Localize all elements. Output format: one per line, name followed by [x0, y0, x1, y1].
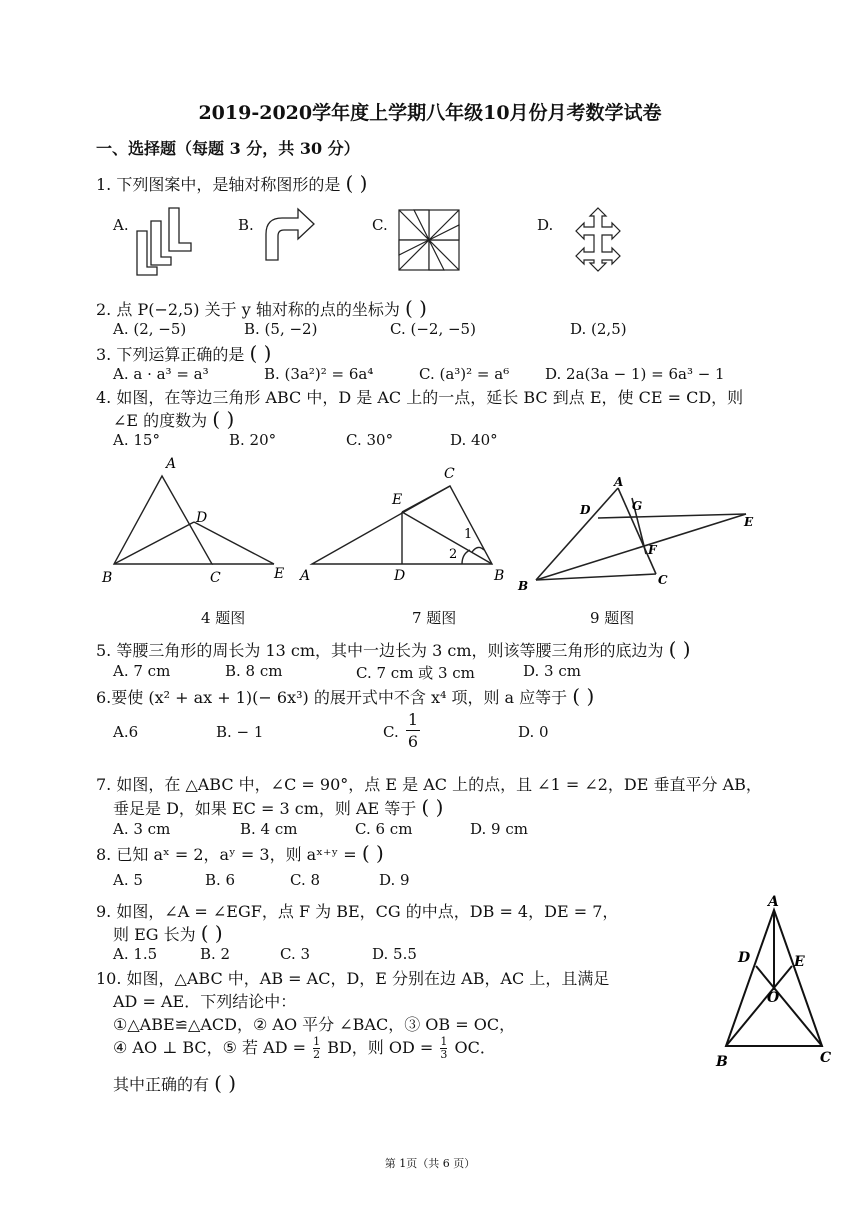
q8-stem: [96, 841, 384, 865]
q6-option-c: C.: [383, 723, 399, 741]
fig4-label-e: E: [274, 566, 285, 582]
q7-stem-line1: 7. 如图，在 △ABC 中，∠C = 90°，点 E 是 AC 上的点，且 ∠1 = ∠2，DE 垂直平分 AB，: [96, 775, 762, 794]
answer-paren: ( ): [572, 684, 595, 708]
q6-option-a: A.6: [113, 723, 139, 741]
q10-stem-line3: ①△ABE≌△ACD，② AO 平分 ∠BAC，③ OB = OC，: [113, 1015, 516, 1034]
q2-stem: [96, 296, 427, 320]
fig7-label-2: 2: [449, 547, 458, 562]
q6-fraction-denominator: 6: [407, 732, 419, 751]
q10-stem-line2: AD = AE．下列结论中：: [113, 992, 297, 1011]
q10-fraction-2-numerator: 1: [440, 1035, 448, 1048]
q4-stem-line2-text: ∠E 的度数为: [113, 411, 208, 430]
answer-paren: ( ): [421, 795, 444, 819]
q10-stem-line1: 10. 如图，△ABC 中，AB = AC，D，E 分别在边 AB，AC 上，且满足: [96, 969, 610, 988]
q5-option-d: D. 3 cm: [523, 662, 581, 680]
q1-label-b: B.: [238, 216, 254, 234]
q2-option-d: D. (2,5): [570, 320, 627, 338]
q9-option-c: C. 3: [280, 945, 311, 963]
answer-paren: ( ): [404, 296, 427, 320]
fig10-label-o: O: [767, 990, 780, 1006]
q6-stem-text: 6.要使 (x² + ax + 1)(− 6x³) 的展开式中不含 x⁴ 项，则 a 应等于: [96, 688, 568, 707]
q10-line4-part-c: OC．: [454, 1038, 496, 1057]
answer-paren: ( ): [345, 171, 368, 195]
q1-figure-d: [562, 205, 634, 275]
q5-stem: [96, 637, 691, 661]
fig4-label-d: D: [196, 510, 208, 526]
q8-option-d: D. 9: [379, 871, 410, 889]
q3-stem-text: 3. 下列运算正确的是: [96, 345, 245, 364]
q2-option-b: B. (5, −2): [244, 320, 318, 338]
q4-option-c: C. 30°: [346, 431, 394, 449]
q1-figure-c: [396, 207, 462, 273]
q1-label-c: C.: [372, 216, 388, 234]
fig9-label-g: G: [632, 499, 643, 513]
q7-stem-line2: [113, 795, 443, 819]
q7-option-d: D. 9 cm: [470, 820, 528, 838]
fig7-label-d: D: [394, 568, 406, 584]
q1-label-a: A.: [113, 216, 129, 234]
q8-option-b: B. 6: [205, 871, 236, 889]
q5-option-b: B. 8 cm: [225, 662, 283, 680]
answer-paren: ( ): [200, 921, 223, 945]
q9-option-d: D. 5.5: [372, 945, 417, 963]
q3-option-a: A. a · a³ = a³: [113, 365, 209, 383]
q9-stem-line2-text: 则 EG 长为: [113, 925, 196, 944]
q4-option-b: B. 20°: [229, 431, 277, 449]
q7-stem-line2-text: 垂足是 D，如果 EC = 3 cm，则 AE 等于: [113, 799, 417, 818]
q3-option-b: B. (3a²)² = 6a⁴: [264, 365, 374, 383]
q10-stem-line5: [113, 1071, 236, 1095]
q5-stem-text: 5. 等腰三角形的周长为 13 cm，其中一边长为 3 cm，则该等腰三角形的底边为: [96, 641, 664, 660]
fig10-label-c: C: [820, 1050, 832, 1066]
figure-q9: [514, 470, 764, 594]
fig10-label-a: A: [768, 894, 779, 910]
fig7-label-1: 1: [464, 527, 473, 542]
page-footer: 第 1页（共 6 页）: [384, 1157, 476, 1170]
answer-paren: ( ): [361, 841, 384, 865]
fig9-label-c: C: [658, 573, 668, 587]
fig10-label-e: E: [794, 954, 805, 970]
q10-line4-part-a: ④ AO ⊥ BC，⑤ 若 AD =: [113, 1038, 307, 1057]
fig7-label-b: B: [494, 568, 505, 584]
answer-paren: ( ): [668, 637, 691, 661]
q2-stem-text: 2. 点 P(−2,5) 关于 y 轴对称的点的坐标为: [96, 300, 400, 319]
fig7-label-e: E: [392, 492, 403, 508]
q9-option-b: B. 2: [200, 945, 231, 963]
fig4-label-c: C: [210, 570, 221, 586]
q7-option-b: B. 4 cm: [240, 820, 298, 838]
q3-stem: [96, 341, 271, 365]
q3-option-d: D. 2a(3a − 1) = 6a³ − 1: [545, 365, 725, 383]
answer-paren: ( ): [249, 341, 272, 365]
q10-fraction-2-denominator: 3: [440, 1048, 448, 1061]
q6-fraction-numerator: 1: [407, 710, 419, 729]
q7-option-c: C. 6 cm: [355, 820, 413, 838]
q4-stem-line2: [113, 407, 234, 431]
fig4-caption: 4 题图: [201, 609, 246, 627]
q4-stem-line1: 4. 如图，在等边三角形 ABC 中，D 是 AC 上的一点，延长 BC 到点 E，使 CE = CD，则: [96, 388, 744, 407]
q8-option-c: C. 8: [290, 871, 321, 889]
fig7-label-c: C: [444, 466, 455, 482]
fig7-caption: 7 题图: [412, 609, 457, 627]
fig7-label-a: A: [300, 568, 311, 584]
q2-option-a: A. (2, −5): [113, 320, 187, 338]
q1-label-d: D.: [537, 216, 554, 234]
q6-fraction: [406, 710, 420, 753]
q2-option-c: C. (−2, −5): [390, 320, 476, 338]
q4-option-d: D. 40°: [450, 431, 498, 449]
q5-option-a: A. 7 cm: [113, 662, 171, 680]
fig9-label-a: A: [614, 475, 624, 489]
q8-stem-text: 8. 已知 aˣ = 2，aʸ = 3，则 aˣ⁺ʸ =: [96, 845, 357, 864]
fig9-label-d: D: [580, 503, 591, 517]
fig9-label-b: B: [518, 579, 529, 593]
q7-option-a: A. 3 cm: [113, 820, 171, 838]
q10-fraction-2: [440, 1036, 447, 1061]
q6-option-d: D. 0: [518, 723, 549, 741]
q1-figure-a: [133, 205, 195, 279]
q8-option-a: A. 5: [113, 871, 143, 889]
q4-option-a: A. 15°: [113, 431, 160, 449]
q6-option-b: B. − 1: [216, 723, 264, 741]
q1-stem: [96, 171, 367, 195]
figure-q4: [100, 452, 296, 588]
page-title: 2019-2020学年度上学期八年级10月份月考数学试卷: [198, 102, 662, 124]
figure-q10: [708, 890, 842, 1074]
q10-fraction-1-denominator: 2: [313, 1048, 321, 1061]
fig9-caption: 9 题图: [590, 609, 635, 627]
q10-stem-line5-text: 其中正确的有: [113, 1075, 210, 1094]
section-heading: 一、选择题（每题 3 分，共 30 分）: [96, 139, 360, 158]
q1-figure-b: [262, 206, 318, 264]
q10-stem-line4: [113, 1035, 496, 1061]
q3-option-c: C. (a³)² = a⁶: [419, 365, 510, 383]
q6-stem: [96, 684, 594, 708]
q10-fraction-1: [313, 1036, 320, 1061]
fig4-label-a: A: [166, 456, 177, 472]
fig9-label-f: F: [648, 543, 657, 557]
fig10-label-d: D: [738, 950, 751, 966]
fig9-label-e: E: [744, 515, 754, 529]
figure-q7: [296, 460, 512, 586]
q10-fraction-1-numerator: 1: [313, 1035, 321, 1048]
q5-option-c: C. 7 cm 或 3 cm: [356, 664, 475, 682]
q10-line4-part-b: BD，则 OD =: [327, 1038, 434, 1057]
q9-stem-line2: [113, 921, 223, 945]
q1-stem-text: 1. 下列图案中，是轴对称图形的是: [96, 175, 341, 194]
answer-paren: ( ): [214, 1071, 237, 1095]
q9-stem-line1: 9. 如图，∠A = ∠EGF，点 F 为 BE，CG 的中点，DB = 4，DE = 7，: [96, 902, 619, 921]
answer-paren: ( ): [212, 407, 235, 431]
fig4-label-b: B: [102, 570, 113, 586]
fig10-label-b: B: [716, 1054, 728, 1070]
q9-option-a: A. 1.5: [113, 945, 158, 963]
